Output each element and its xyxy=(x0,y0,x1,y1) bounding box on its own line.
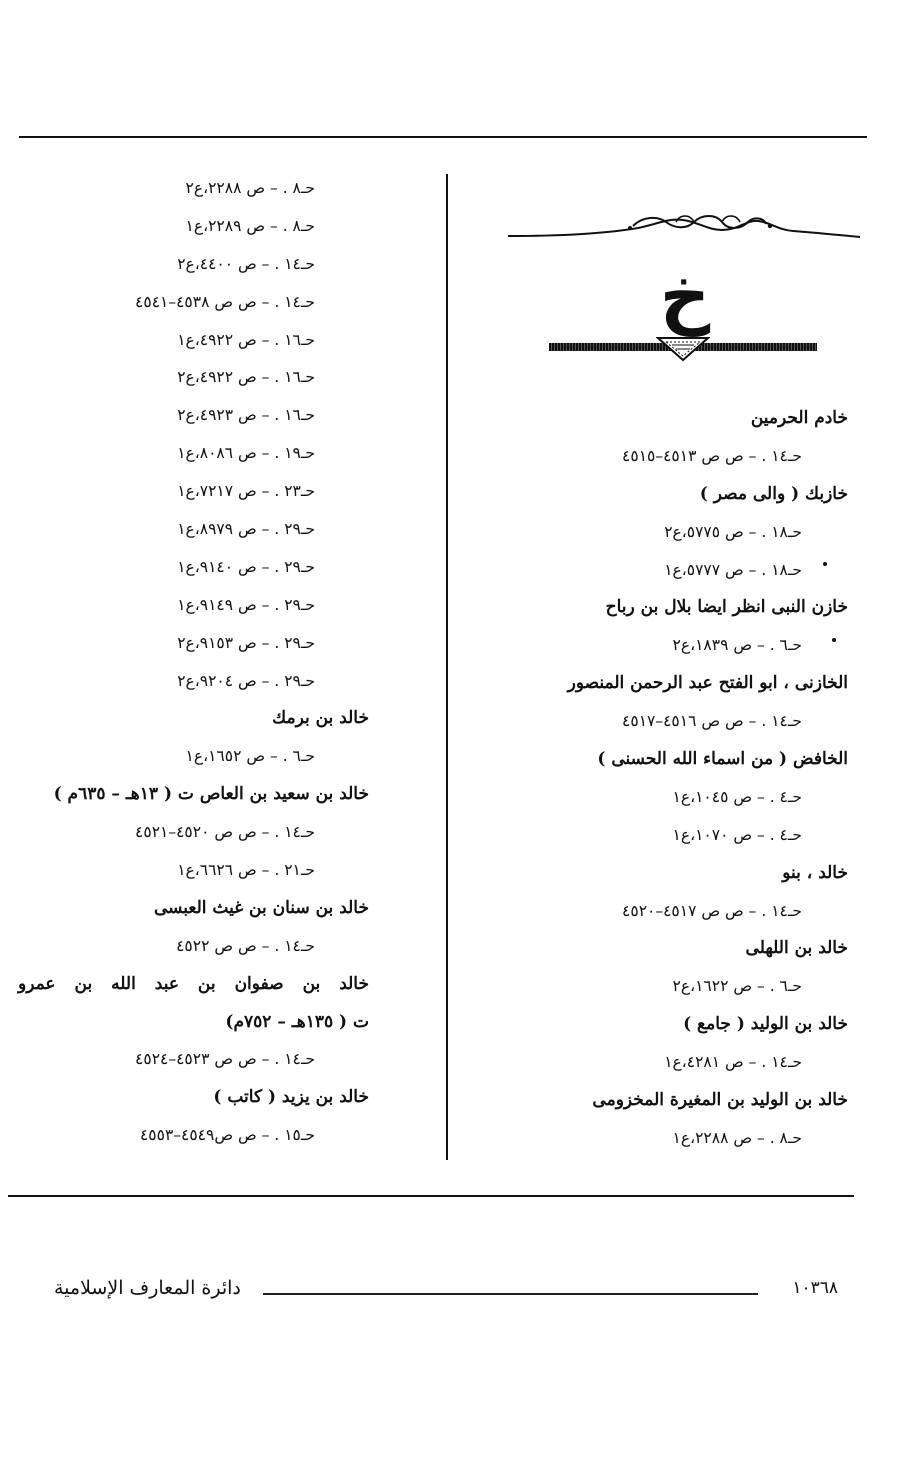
index-heading: خالد بن اللهلى xyxy=(745,938,848,959)
left-column xyxy=(18,170,375,1155)
index-reference: حـ١٨ . – ص ٥٧٧٧،ع١ xyxy=(664,560,802,579)
index-reference: حـ١٥ . – ص ص٤٥٤٩–٤٥٥٣ xyxy=(139,1126,315,1145)
index-heading: خالد بن يزيد ( كاتب ) xyxy=(213,1087,369,1108)
index-heading: خادم الحرمين xyxy=(750,408,848,428)
index-reference: حـ١٨ . – ص ٥٧٧٥،ع٢ xyxy=(664,522,802,541)
index-reference: حـ١٩ . – ص ٨٠٨٦،ع١ xyxy=(177,444,315,463)
index-reference: حـ١٤ . – ص ٤٤٠٠،ع٢ xyxy=(177,254,315,273)
top-rule xyxy=(19,136,867,138)
index-reference: حـ٢٩ . – ص ٩١٥٣،ع٢ xyxy=(177,633,315,652)
index-reference: حـ٨ . – ص ٢٢٨٨،ع٢ xyxy=(185,179,315,197)
bottom-rule xyxy=(8,1195,854,1197)
index-heading: خالد بن سنان بن غيث العبسى xyxy=(153,897,369,918)
index-reference: حـ٢٣ . – ص ٧٢١٧،ع١ xyxy=(177,482,315,501)
index-heading: خالد بن الوليد بن المغيرة المخزومى xyxy=(592,1090,848,1111)
index-reference: حـ٨ . – ص ٢٢٨٨،ع١ xyxy=(672,1128,802,1147)
index-reference: حـ٤ . – ص ١٠٤٥،ع١ xyxy=(672,787,802,806)
index-heading: خازبك ( والى مصر ) xyxy=(699,483,848,504)
index-reference: حـ١٦ . – ص ٤٩٢٣،ع٢ xyxy=(177,406,315,425)
index-heading-continuation: ت ( ١٣٥هـ – ٧٥٢م) xyxy=(225,1011,369,1032)
index-heading: خالد بن الوليد ( جامع ) xyxy=(683,1014,848,1035)
index-reference: حـ٦ . – ص ١٦٥٢،ع١ xyxy=(185,747,315,766)
index-reference: حـ٢١ . – ص ٦٦٢٦،ع١ xyxy=(177,861,315,880)
index-reference: حـ٤ . – ص ١٠٧٠،ع١ xyxy=(672,825,802,844)
index-heading: خالد بن برمك xyxy=(272,708,369,729)
index-reference: حـ١٤ . – ص ص ٤٥٢٣–٤٥٢٤ xyxy=(135,1050,315,1069)
index-reference: حـ٢٩ . – ص ٩١٤٠،ع١ xyxy=(177,557,315,576)
index-heading: خازن النبى انظر ايضا بلال بن رباح xyxy=(605,597,848,618)
publication-title: دائرة المعارف الإسلامية xyxy=(54,1277,241,1299)
index-reference: حـ١٤ . – ص ٤٢٨١،ع١ xyxy=(664,1053,802,1072)
index-reference: حـ١٤ . – ص ص ٤٥٢٠–٤٥٢١ xyxy=(135,823,315,842)
ornament-flourish-icon xyxy=(508,208,860,248)
index-reference: حـ١٤ . – ص ص ٤٥٢٢ xyxy=(176,936,315,955)
section-letter: خ xyxy=(659,255,711,337)
index-reference: حـ١٤ . – ص ص ٤٥٣٨–٤٥٤١ xyxy=(135,292,315,311)
index-heading: خالد بن صفوان بن عبد الله بن عمرو xyxy=(18,973,369,994)
print-speck xyxy=(823,562,827,566)
index-reference: حـ١٤ . – ص ص ٤٥١٣–٤٥١٥ xyxy=(622,446,802,465)
index-reference: حـ٨ . – ص ٢٢٨٩،ع١ xyxy=(185,216,315,235)
index-reference: حـ٢٩ . – ص ٨٩٧٩،ع١ xyxy=(177,520,315,539)
footer-rule xyxy=(263,1293,758,1295)
index-reference: حـ٢٩ . – ص ٩٢٠٤،ع٢ xyxy=(177,671,315,690)
index-heading: خالد بن سعيد بن العاص ت ( ١٣هـ – ٦٣٥م ) xyxy=(53,784,369,805)
index-heading: خالد ، بنو xyxy=(782,862,848,883)
index-heading: الخافض ( من اسماء الله الحسنى ) xyxy=(597,749,848,770)
index-reference: حـ٢٩ . – ص ٩١٤٩،ع١ xyxy=(177,595,315,614)
print-speck xyxy=(832,638,836,642)
page-number: ١٠٣٦٨ xyxy=(792,1278,838,1298)
index-reference: حـ١٤ . – ص ص ٤٥١٧–٤٥٢٠ xyxy=(622,901,802,920)
index-reference: حـ٦ . – ص ١٦٢٢،ع٢ xyxy=(672,977,802,996)
index-reference: حـ١٦ . – ص ٤٩٢٢،ع١ xyxy=(177,330,315,349)
index-reference: حـ١٤ . – ص ص ٤٥١٦–٤٥١٧ xyxy=(622,712,802,731)
down-arrow-icon xyxy=(656,336,710,362)
index-reference: حـ١٦ . – ص ٤٩٢٢،ع٢ xyxy=(177,368,315,387)
right-column xyxy=(505,400,850,1158)
index-reference: حـ٦ . – ص ١٨٣٩،ع٢ xyxy=(672,636,802,655)
index-heading: الخازنى ، ابو الفتح عبد الرحمن المنصور xyxy=(567,673,848,694)
column-divider xyxy=(446,174,448,1160)
